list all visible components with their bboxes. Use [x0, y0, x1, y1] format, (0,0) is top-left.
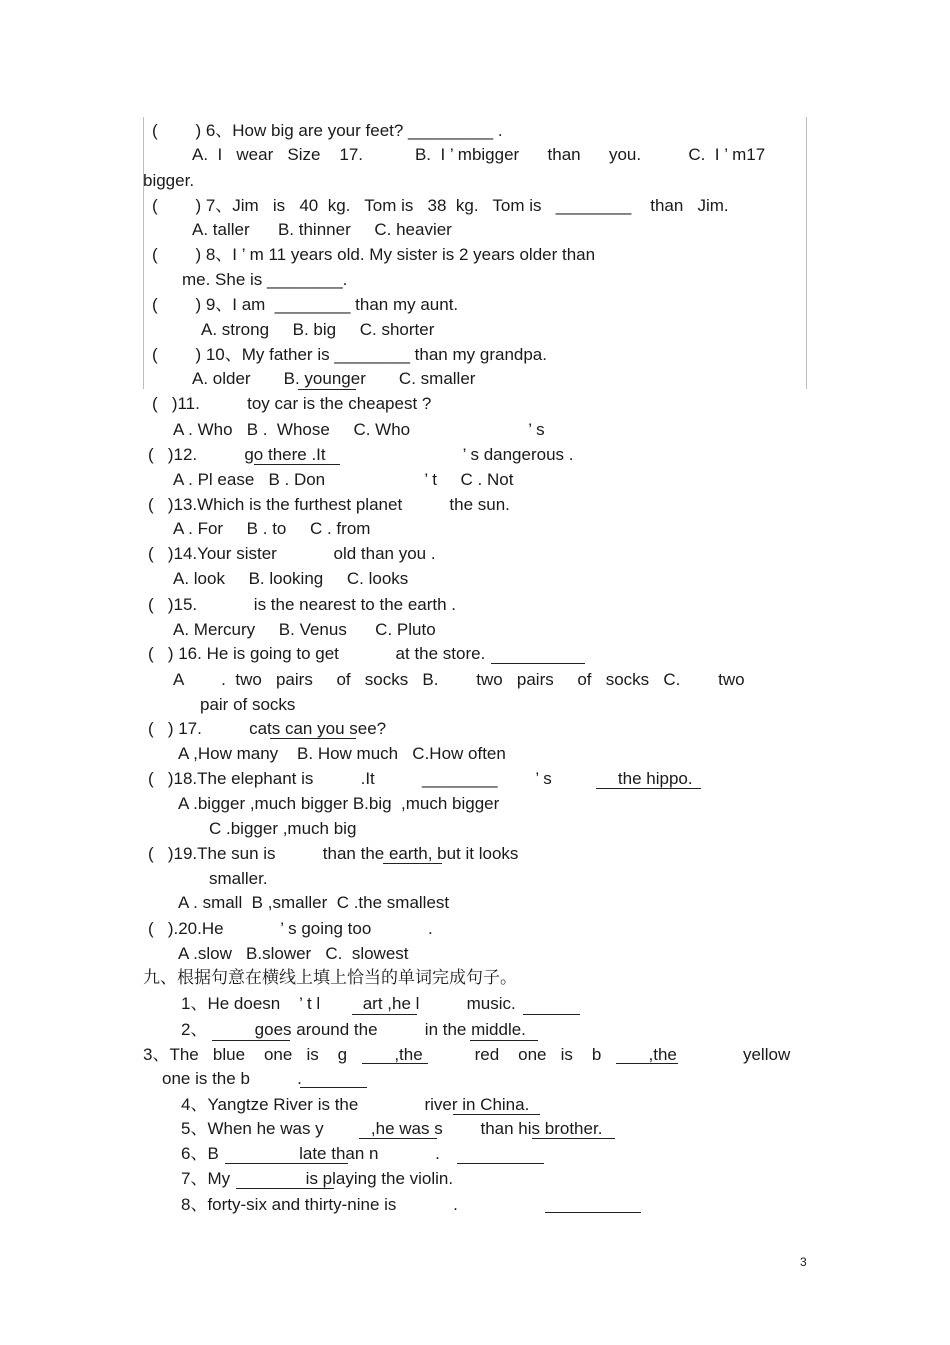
answer-blank[interactable]: [225, 1163, 348, 1164]
worksheet-line: one is the b .: [162, 1069, 302, 1088]
worksheet-line: 3、The blue one is g ,the red one is b ,the yellow: [143, 1045, 791, 1064]
worksheet-line: pair of socks: [200, 695, 296, 714]
answer-blank[interactable]: [362, 1063, 428, 1064]
answer-blank[interactable]: [212, 1040, 290, 1041]
worksheet-line: ( ) 16. He is going to get at the store.: [148, 644, 486, 663]
worksheet-line: ( ) 9、I am ________ than my aunt.: [152, 295, 459, 314]
worksheet-line: A . Pl ease B . Don ’ t C . Not: [173, 470, 514, 489]
worksheet-line: ( )19.The sun is than the earth, but it looks: [148, 844, 519, 863]
answer-blank[interactable]: [236, 1188, 334, 1189]
worksheet-line: ( ).20.He ’ s going too .: [148, 919, 433, 938]
answer-blank[interactable]: [523, 1014, 580, 1015]
answer-blank[interactable]: [491, 663, 585, 664]
worksheet-line: A. strong B. big C. shorter: [201, 320, 435, 339]
worksheet-line: 5、When he was y ,he was s than his brother.: [181, 1119, 603, 1138]
worksheet-line: A . Who B . Whose C. Who ’ s: [173, 420, 545, 439]
worksheet-line: ( ) 6、How big are your feet? _________ .: [152, 121, 503, 140]
answer-blank[interactable]: [270, 738, 356, 739]
worksheet-line: A . small B ,smaller C .the smallest: [178, 893, 450, 912]
worksheet-line: me. She is ________.: [182, 270, 348, 289]
answer-blank[interactable]: [457, 1163, 544, 1164]
worksheet-line: A ,How many B. How much C.How often: [178, 744, 506, 763]
answer-blank[interactable]: [532, 1138, 615, 1139]
worksheet-line: ( )13.Which is the furthest planet the sun.: [148, 495, 510, 514]
worksheet-line: 7、My is playing the violin.: [181, 1169, 454, 1188]
worksheet-line: C .bigger ,much big: [209, 819, 357, 838]
worksheet-line: A . two pairs of socks B. two pairs of socks C. two: [173, 670, 745, 689]
answer-blank[interactable]: [453, 1114, 540, 1115]
worksheet-line: 九、根据句意在横线上填上恰当的单词完成句子。: [143, 968, 517, 987]
table-border-right: [806, 117, 807, 389]
worksheet-line: 4、Yangtze River is the river in China.: [181, 1095, 530, 1114]
worksheet-line: ( ) 7、Jim is 40 kg. Tom is 38 kg. Tom is ________ than Jim.: [152, 196, 729, 215]
worksheet-line: ( )12. go there .It ’ s dangerous .: [148, 445, 574, 464]
worksheet-line: ( )11. toy car is the cheapest ?: [152, 394, 432, 413]
worksheet-line: 8、forty-six and thirty-nine is .: [181, 1195, 458, 1214]
answer-blank[interactable]: [596, 788, 701, 789]
worksheet-line: A .bigger ,much bigger B.big ,much bigger: [178, 794, 500, 813]
worksheet-line: A. older B. younger C. smaller: [192, 369, 476, 388]
worksheet-line: A. taller B. thinner C. heavier: [192, 220, 452, 239]
worksheet-line: 2、 goes around the in the middle.: [181, 1020, 526, 1039]
answer-blank[interactable]: [254, 464, 340, 465]
answer-blank[interactable]: [359, 1138, 437, 1139]
worksheet-line: smaller.: [209, 869, 268, 888]
worksheet-line: 1、He doesn ’ t l art ,he l music.: [181, 994, 516, 1013]
answer-blank[interactable]: [545, 1212, 641, 1213]
worksheet-line: A. I wear Size 17. B. I ’ mbigger than you. C. I ’ m17: [192, 145, 766, 164]
worksheet-line: ( ) 8、I ’ m 11 years old. My sister is 2 years older than: [152, 245, 596, 264]
answer-blank[interactable]: [352, 1014, 417, 1015]
worksheet-line: ( ) 10、My father is ________ than my grandpa.: [152, 345, 547, 364]
worksheet-line: bigger.: [143, 171, 195, 190]
worksheet-line: 6、B late than n .: [181, 1144, 440, 1163]
page-number: 3: [800, 1255, 807, 1269]
worksheet-line: A. Mercury B. Venus C. Pluto: [173, 620, 436, 639]
worksheet-line: A . For B . to C . from: [173, 519, 371, 538]
answer-blank[interactable]: [616, 1063, 678, 1064]
worksheet-line: ( )18.The elephant is .It ________ ’ s the hippo.: [148, 769, 693, 788]
worksheet-line: A .slow B.slower C. slowest: [178, 944, 409, 963]
worksheet-line: ( )14.Your sister old than you .: [148, 544, 436, 563]
answer-blank[interactable]: [470, 1040, 538, 1041]
table-border-left: [143, 117, 144, 389]
worksheet-line: ( )15. is the nearest to the earth .: [148, 595, 457, 614]
worksheet-line: A. look B. looking C. looks: [173, 569, 409, 588]
worksheet-line: ( ) 17. cats can you see?: [148, 719, 387, 738]
answer-blank[interactable]: [383, 863, 442, 864]
answer-blank[interactable]: [300, 1087, 367, 1088]
answer-blank[interactable]: [298, 389, 356, 390]
